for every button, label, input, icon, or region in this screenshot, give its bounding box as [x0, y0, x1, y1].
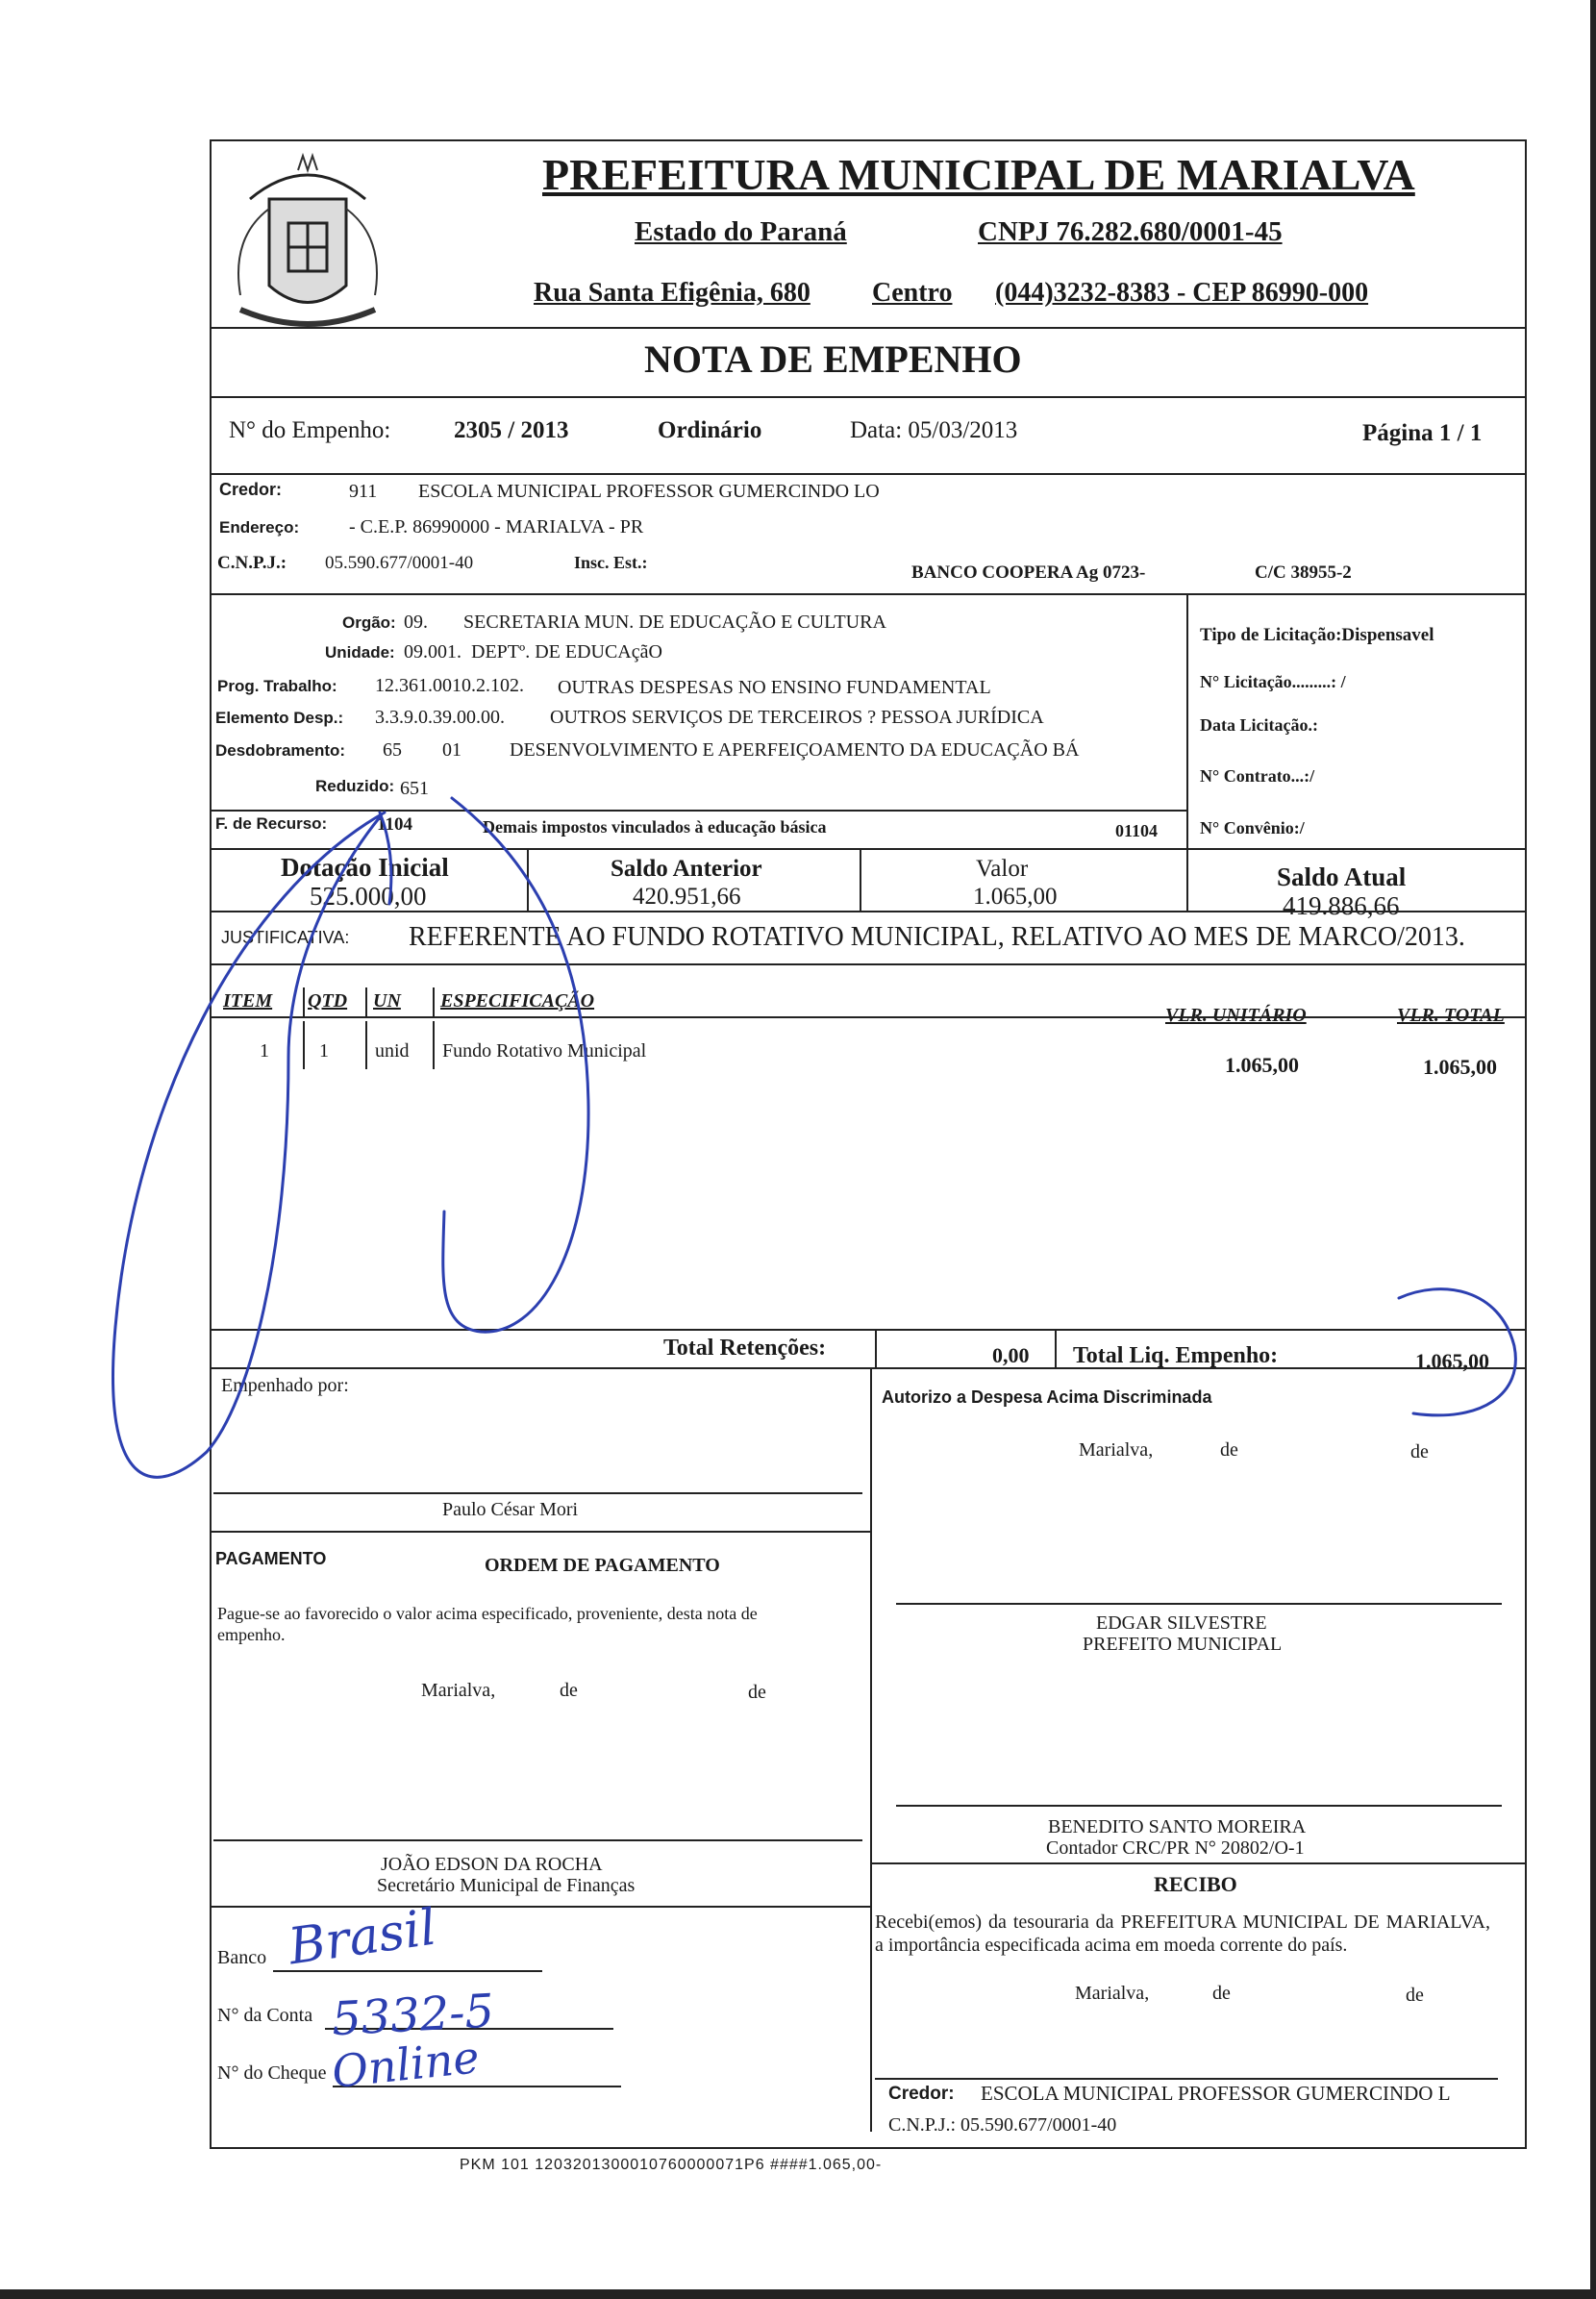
divider	[212, 473, 1525, 475]
cheque-label: N° do Cheque	[217, 2062, 327, 2084]
divider	[365, 987, 367, 1016]
divider	[212, 963, 1525, 965]
credor-cnpj: 05.590.677/0001-40	[325, 553, 474, 573]
conta-label: N° da Conta	[217, 2005, 313, 2026]
col-header-total: VLR. TOTAL	[1397, 1005, 1505, 1026]
orgao-desc: SECRETARIA MUN. DE EDUCAÇÃO E CULTURA	[463, 612, 886, 633]
saldo-atual-label: Saldo Atual	[1277, 862, 1407, 891]
signature-line	[896, 1603, 1502, 1605]
insc-label: Insc. Est.:	[574, 553, 648, 572]
contador-title: Contador CRC/PR N° 20802/O-1	[1046, 1837, 1305, 1859]
divider	[365, 1021, 367, 1069]
prog-code: 12.361.0010.2.102.	[375, 675, 524, 696]
credor-name: ESCOLA MUNICIPAL PROFESSOR GUMERCINDO LO	[418, 481, 880, 502]
prefeito-name: EDGAR SILVESTRE	[1096, 1612, 1267, 1634]
divider	[875, 1329, 877, 1367]
licitacao-numero: N° Licitação.........: /	[1200, 672, 1346, 691]
contador-name: BENEDITO SANTO MOREIRA	[1048, 1816, 1307, 1837]
saldo-atual-value: 419.886,66	[1283, 891, 1400, 920]
cnpj-label: C.N.P.J.:	[217, 553, 287, 573]
col-header-item: ITEM	[223, 990, 273, 1012]
prog-label: Prog. Trabalho:	[217, 677, 337, 695]
orgao-label: Orgão:	[342, 613, 396, 632]
prefeitura-title: PREFEITURA MUNICIPAL DE MARIALVA	[542, 150, 1415, 199]
prefeito-title: PREFEITO MUNICIPAL	[1083, 1634, 1283, 1655]
orgao-code: 09.	[404, 612, 428, 633]
dotacao-value: 525.000,00	[310, 882, 427, 911]
credor-label: Credor:	[219, 480, 283, 499]
dotacao-label: Dotação Inicial	[281, 853, 449, 882]
recibo-title: RECIBO	[1154, 1872, 1237, 1896]
divider	[860, 848, 861, 911]
autorizo-de2: de	[1410, 1441, 1429, 1462]
divider	[212, 1367, 1525, 1369]
row-un: unid	[375, 1040, 410, 1062]
recibo-credor-label: Credor:	[888, 2084, 955, 2104]
divider	[433, 987, 435, 1016]
justificativa-text: REFERENTE AO FUNDO ROTATIVO MUNICIPAL, RELATIVO AO MES DE MARCO/2013.	[409, 922, 1465, 952]
col-header-unit: VLR. UNITÁRIO	[1165, 1005, 1307, 1026]
divider	[303, 1021, 305, 1069]
handwritten-cheque: Online	[329, 2031, 483, 2098]
pagamento-text: Pague-se ao favorecido o valor acima especificado, proveniente, desta nota de empenho.	[217, 1604, 758, 1644]
autorizo-text: Autorizo a Despesa Acima Discriminada	[882, 1387, 1212, 1407]
desdobramento-label: Desdobramento:	[215, 741, 346, 760]
desdobramento-a: 65	[383, 739, 402, 761]
row-unit-value: 1.065,00	[1225, 1053, 1299, 1077]
footer-code: PKM 101 1203201300010760000071P6 ####1.065,00-	[460, 2157, 883, 2173]
recibo-de1: de	[1212, 1983, 1231, 2004]
elemento-code: 3.3.9.0.39.00.00.	[375, 707, 505, 728]
recibo-city: Marialva,	[1075, 1983, 1150, 2004]
divider	[870, 1862, 1525, 1864]
credor-code: 911	[349, 481, 378, 502]
divider	[212, 911, 1525, 912]
divider	[870, 1367, 872, 2132]
recurso-number: 01104	[1115, 821, 1159, 840]
divider	[212, 396, 1525, 398]
desdobramento-b: 01	[442, 739, 461, 761]
valor-value: 1.065,00	[973, 884, 1058, 910]
handwritten-conta: 5332-5	[330, 1984, 496, 2047]
valor-label: Valor	[976, 856, 1029, 882]
unidade-code: 09.001.	[404, 641, 461, 662]
unidade-label: Unidade:	[325, 643, 395, 662]
address-header: Rua Santa Efigênia, 680	[534, 278, 810, 308]
recurso-code: 1104	[377, 814, 412, 835]
divider	[212, 848, 1525, 850]
recibo-de2: de	[1406, 1985, 1424, 2006]
row-spec: Fundo Rotativo Municipal	[442, 1040, 647, 1062]
divider	[527, 848, 529, 911]
page-number: Página 1 / 1	[1362, 420, 1483, 446]
credor-bank: BANCO COOPERA Ag 0723-	[911, 562, 1146, 583]
recurso-label: F. de Recurso:	[215, 814, 328, 833]
licitacao-tipo: Tipo de Licitação:Dispensavel	[1200, 625, 1434, 645]
unidade-desc: DEPTº. DE EDUCAçãO	[471, 641, 662, 662]
nota-de-empenho-form	[210, 139, 1527, 2149]
empenhado-name: Paulo César Mori	[442, 1499, 579, 1520]
signature-line	[213, 1492, 862, 1494]
contrato-number: N° Contrato...:/	[1200, 766, 1315, 786]
recibo-cnpj: C.N.P.J.: 05.590.677/0001-40	[888, 2114, 1117, 2136]
col-header-qtd: QTD	[308, 990, 348, 1012]
neighborhood: Centro	[872, 278, 953, 308]
row-item: 1	[260, 1040, 269, 1062]
divider	[1055, 1329, 1057, 1367]
empenhado-label: Empenhado por:	[221, 1375, 349, 1396]
divider	[212, 810, 1186, 812]
signature-line	[213, 1839, 862, 1841]
reduzido-label: Reduzido:	[315, 777, 395, 795]
desdobramento-desc: DESENVOLVIMENTO E APERFEIÇOAMENTO DA EDUCAÇÃO BÁ	[510, 739, 1080, 761]
recibo-credor: ESCOLA MUNICIPAL PROFESSOR GUMERCINDO L	[981, 2082, 1451, 2105]
pagamento-de1: de	[560, 1680, 578, 1701]
retencoes-label: Total Retenções:	[663, 1336, 827, 1361]
divider	[1186, 593, 1188, 850]
document-title: NOTA DE EMPENHO	[644, 337, 1022, 381]
signature-line	[875, 2078, 1498, 2080]
banco-line	[273, 1970, 542, 1972]
empenho-number-label: N° do Empenho:	[229, 417, 391, 443]
phone-cep: (044)3232-8383 - CEP 86990-000	[995, 278, 1369, 308]
cnpj-header: CNPJ 76.282.680/0001-45	[978, 216, 1283, 247]
col-header-un: UN	[373, 990, 401, 1012]
row-qtd: 1	[319, 1040, 329, 1062]
pagamento-city: Marialva,	[421, 1680, 496, 1701]
divider	[212, 1906, 870, 1908]
autorizo-city: Marialva,	[1079, 1439, 1154, 1461]
address-label: Endereço:	[219, 518, 300, 537]
coat-of-arms-icon	[212, 141, 404, 338]
empenho-number: 2305 / 2013	[454, 417, 569, 443]
autorizo-de1: de	[1220, 1439, 1238, 1461]
licitacao-data: Data Licitação.:	[1200, 715, 1318, 735]
divider	[212, 593, 1525, 595]
secretario-title: Secretário Municipal de Finanças	[377, 1875, 636, 1896]
recurso-desc: Demais impostos vinculados à educação básica	[483, 817, 827, 837]
saldo-anterior-label: Saldo Anterior	[611, 856, 762, 882]
conta-line	[325, 2028, 613, 2030]
retencoes-value: 0,00	[992, 1343, 1030, 1367]
divider	[212, 1329, 1525, 1331]
reduzido-code: 651	[400, 778, 429, 799]
saldo-anterior-value: 420.951,66	[633, 884, 741, 910]
credor-address: - C.E.P. 86990000 - MARIALVA - PR	[349, 516, 644, 537]
justificativa-label: JUSTIFICATIVA:	[221, 928, 350, 947]
pagamento-de2: de	[748, 1682, 766, 1703]
divider	[212, 1016, 1525, 1018]
recibo-text: Recebi(emos) da tesouraria da PREFEITURA MUNICIPAL DE MARIALVA, a importância especificada acima em moeda corrente do país.	[875, 1912, 1490, 1956]
prog-desc: OUTRAS DESPESAS NO ENSINO FUNDAMENTAL	[558, 677, 991, 698]
divider	[1186, 848, 1188, 911]
divider	[303, 987, 305, 1016]
empenho-type: Ordinário	[658, 417, 762, 443]
cheque-line	[333, 2086, 621, 2087]
signature-line	[896, 1805, 1502, 1807]
divider	[212, 327, 1525, 329]
convenio-number: N° Convênio:/	[1200, 818, 1305, 837]
liquido-value: 1.065,00	[1415, 1349, 1489, 1373]
elemento-desc: OUTROS SERVIÇOS DE TERCEIROS ? PESSOA JURÍDICA	[550, 707, 1044, 728]
divider	[433, 1021, 435, 1069]
handwritten-banco: Brasil	[285, 1898, 440, 1977]
banco-label: Banco	[217, 1947, 267, 1968]
divider	[212, 1531, 870, 1533]
elemento-label: Elemento Desp.:	[215, 709, 344, 727]
liquido-label: Total Liq. Empenho:	[1073, 1343, 1279, 1368]
pagamento-label: PAGAMENTO	[215, 1549, 327, 1568]
row-total-value: 1.065,00	[1423, 1055, 1497, 1079]
state-name: Estado do Paraná	[635, 216, 847, 247]
credor-account: C/C 38955-2	[1255, 562, 1352, 583]
empenho-date: Data: 05/03/2013	[850, 417, 1018, 443]
secretario-name: JOÃO EDSON DA ROCHA	[381, 1854, 603, 1875]
ordem-pagamento-label: ORDEM DE PAGAMENTO	[485, 1555, 720, 1576]
col-header-spec: ESPECIFICAÇÃO	[440, 990, 595, 1012]
